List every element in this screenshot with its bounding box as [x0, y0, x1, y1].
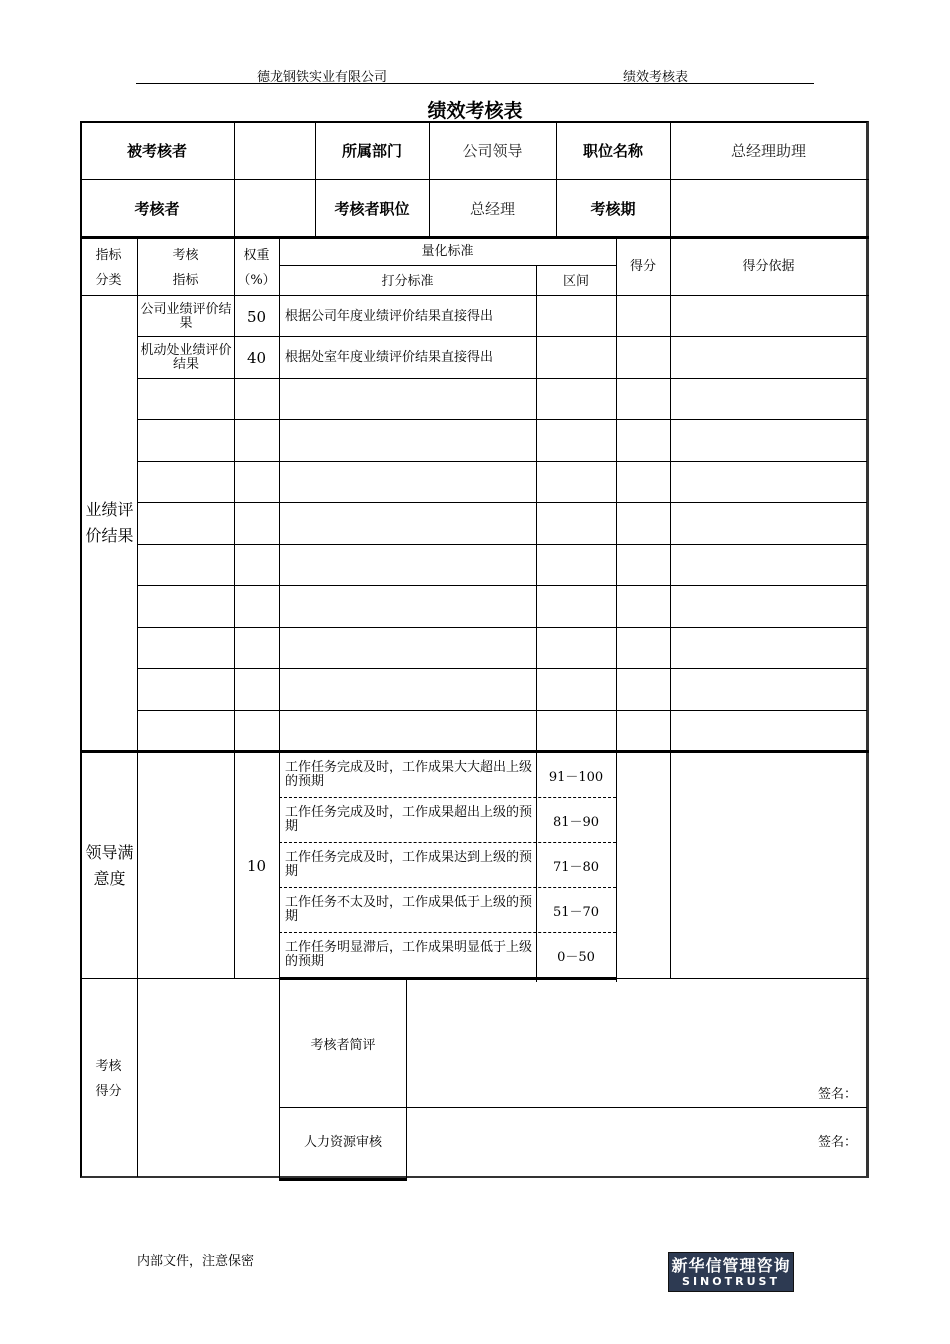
header-doc-name: 绩效考核表 — [623, 70, 689, 85]
level-range: 91－100 — [548, 769, 604, 785]
period-label: 考核期 — [590, 199, 636, 218]
leadership-weight: 10 — [246, 856, 267, 875]
header-rule — [136, 83, 814, 84]
category-header-line1: 指标 — [95, 248, 122, 263]
hr-review-field[interactable] — [407, 1108, 867, 1176]
criterion-department: 根据处室年度业绩评价结果直接得出 — [285, 349, 494, 365]
criterion-company: 根据公司年度业绩评价结果直接得出 — [285, 308, 494, 324]
level-text: 工作任务完成及时，工作成果大大超出上级的预期 — [285, 760, 533, 789]
grid-line — [137, 668, 867, 669]
level-text: 工作任务完成及时，工作成果超出上级的预期 — [285, 805, 533, 834]
grid-line — [137, 585, 867, 586]
logo-cn: 新华信管理咨询 — [671, 1255, 791, 1275]
header-company: 德龙钢铁实业有限公司 — [257, 70, 388, 85]
grid-line — [137, 710, 867, 711]
grid-line — [137, 378, 867, 379]
examiner-position-label: 考核者职位 — [334, 199, 410, 218]
level-range: 81－90 — [552, 814, 600, 830]
period-field[interactable] — [670, 180, 867, 236]
hr-sign-label: 签名： — [818, 1135, 858, 1150]
level-text: 工作任务明显滞后，工作成果明显低于上级的预期 — [285, 940, 533, 969]
dept-label: 所属部门 — [341, 142, 402, 160]
level-range: 0－50 — [557, 949, 595, 965]
scoring-header: 打分标准 — [381, 274, 434, 289]
grid-line — [137, 627, 867, 628]
form-title: 绩效考核表 — [427, 100, 523, 122]
examinee-label: 被考核者 — [126, 142, 187, 160]
total-score-field[interactable] — [138, 980, 279, 1177]
range-header: 区间 — [562, 274, 589, 289]
weight-header — [234, 242, 279, 294]
position-label: 职位名称 — [582, 142, 643, 160]
grid-line — [616, 238, 617, 982]
logo-en: SINOTRUST — [682, 1274, 780, 1288]
examinee-field[interactable] — [234, 122, 315, 179]
grid-line — [279, 265, 616, 266]
grid-line — [137, 461, 867, 462]
weight-company: 50 — [246, 307, 267, 326]
indicator-department: 机动处业绩评价结果 — [140, 342, 232, 372]
level-text: 工作任务不太及时，工作成果低于上级的预期 — [285, 895, 533, 924]
weight-department: 40 — [246, 348, 267, 367]
footer-note: 内部文件，注意保密 — [137, 1254, 255, 1269]
indicator-company: 公司业绩评价结果 — [140, 301, 232, 331]
indicator-header-line1: 考核 — [172, 248, 199, 263]
performance-category: 业绩评价结果 — [85, 500, 134, 545]
category-header-line2: 分类 — [95, 273, 122, 288]
grid-line — [80, 295, 869, 296]
grid-line — [670, 238, 671, 978]
grid-line — [279, 1178, 407, 1181]
examiner-position-field[interactable]: 总经理 — [469, 199, 515, 218]
basis-header: 得分依据 — [742, 259, 795, 274]
level-text: 工作任务完成及时，工作成果达到上级的预期 — [285, 850, 533, 879]
total-score-label-line1: 考核 — [95, 1058, 122, 1074]
leadership-category: 领导满意度 — [85, 842, 134, 888]
comment-sign-label: 签名： — [818, 1087, 858, 1102]
weight-header-line1: 权重 — [243, 248, 270, 263]
level-range: 71－80 — [552, 859, 600, 875]
grid-line — [80, 978, 869, 979]
standard-header: 量化标准 — [421, 244, 474, 259]
sinotrust-logo — [668, 1252, 794, 1292]
dept-field[interactable]: 公司领导 — [462, 142, 523, 160]
level-range: 51－70 — [552, 904, 600, 920]
comment-field[interactable] — [407, 980, 867, 1106]
indicator-header — [137, 242, 234, 294]
total-score-label-line2: 得分 — [95, 1083, 122, 1099]
hr-review-label: 人力资源审核 — [303, 1134, 382, 1150]
grid-line — [137, 419, 867, 420]
examiner-field[interactable] — [234, 180, 315, 236]
comment-label: 考核者简评 — [310, 1037, 376, 1053]
grid-line — [137, 544, 867, 545]
category-header — [80, 242, 137, 294]
grid-line — [137, 502, 867, 503]
examiner-label: 考核者 — [134, 199, 180, 218]
score-header: 得分 — [629, 259, 656, 274]
indicator-header-line2: 指标 — [172, 273, 199, 288]
total-score-label — [80, 980, 137, 1177]
position-field[interactable]: 总经理助理 — [730, 142, 806, 160]
weight-header-line2: （%） — [237, 273, 276, 288]
